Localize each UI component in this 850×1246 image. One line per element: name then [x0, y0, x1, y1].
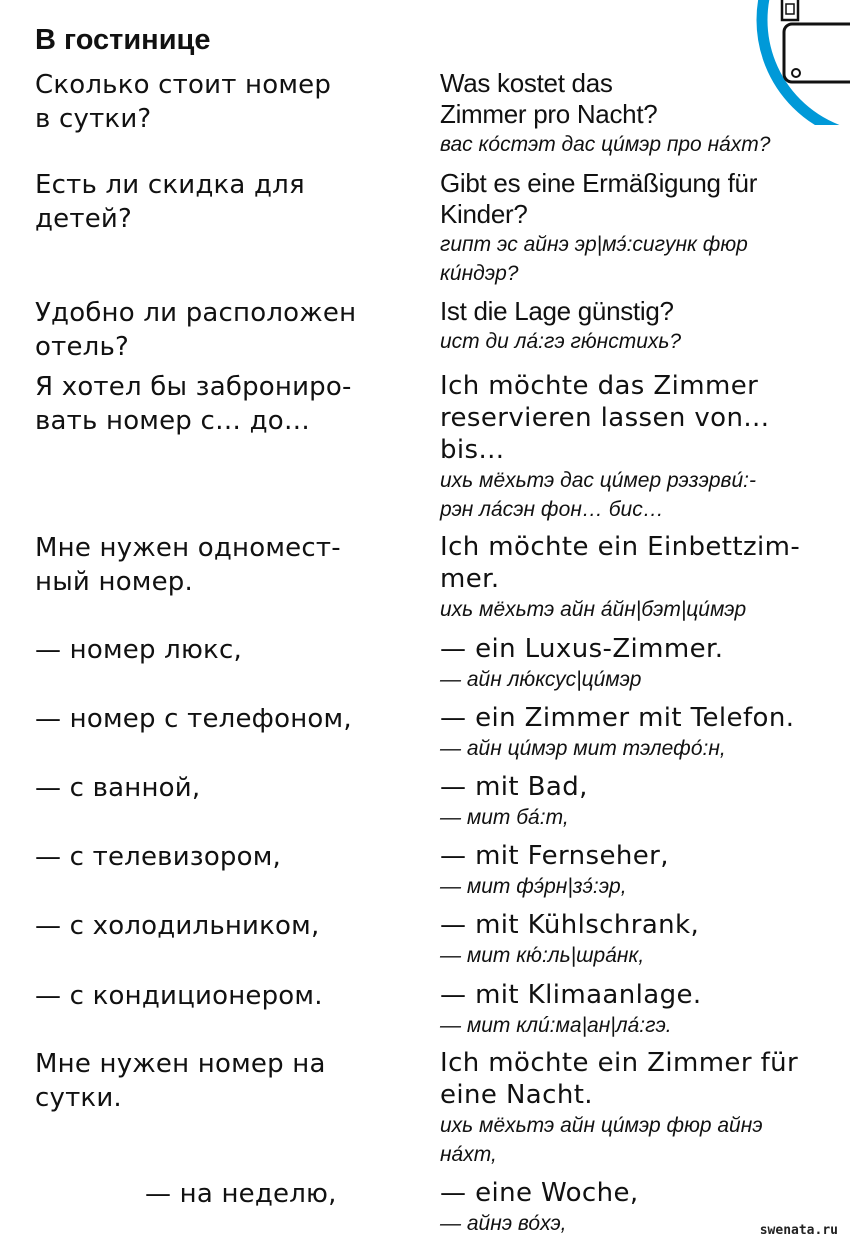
german-phrase — [440, 1047, 845, 1169]
russian-phrase: — номер с телефоном, — [35, 704, 352, 734]
transcription: гипт эс айнэ эр|мэ́:сигунк фюр ки́ндэр? — [440, 233, 748, 285]
german-text: Ist die Lage günstig? — [440, 296, 674, 326]
russian-phrase: Сколько стоит номер в сутки? — [35, 70, 332, 134]
transcription: ихь мёхьтэ айн ци́мэр фюр айнэ на́хт, — [440, 1114, 763, 1166]
russian-phrase: — с кондиционером. — [35, 981, 323, 1011]
german-text: — ein Zimmer mit Telefon. — [440, 703, 795, 733]
german-phrase — [440, 979, 845, 1040]
german-phrase — [440, 771, 845, 832]
german-phrase — [440, 840, 845, 901]
transcription: — мит фэ́рн|зэ́:эр, — [440, 875, 627, 898]
german-phrase — [440, 531, 845, 624]
transcription: ист ди ла́:гэ гю́нстихь? — [440, 330, 682, 353]
german-text: — mit Fernseher, — [440, 841, 669, 871]
russian-phrase: — с ванной, — [35, 773, 201, 803]
german-text: — mit Kühlschrank, — [440, 910, 700, 940]
russian-phrase: Удобно ли расположен отель? — [35, 298, 357, 362]
german-text: — eine Woche, — [440, 1178, 639, 1208]
german-phrase — [440, 168, 845, 288]
german-phrase — [440, 296, 845, 356]
german-text: Ich möchte ein Einbettzim- mer. — [440, 532, 801, 594]
german-text: — mit Klimaanlage. — [440, 980, 702, 1010]
russian-phrase: — на неделю, — [145, 1179, 337, 1209]
transcription: — мит клú:ма|ан|ла́:гэ. — [440, 1014, 672, 1037]
russian-phrase: Мне нужен номер на сутки. — [35, 1049, 326, 1113]
watermark: swenata.ru — [759, 1223, 838, 1238]
transcription: ихь мёхьтэ дас ци́мер рэзэрви́:- рэн ла́сэн фон… бис… — [440, 469, 756, 521]
transcription: — айн ци́мэр мит тэлефо́:н, — [440, 737, 726, 760]
transcription: — мит ба́:т, — [440, 806, 569, 829]
german-phrase — [440, 633, 845, 694]
transcription: — айнэ во́хэ, — [440, 1212, 567, 1235]
russian-phrase: Мне нужен одномест- ный номер. — [35, 533, 341, 597]
german-text: Gibt es eine Ermäßigung für Kinder? — [440, 168, 758, 229]
german-phrase — [440, 702, 845, 763]
german-phrase — [440, 68, 845, 159]
transcription: — айн лю́ксус|ци́мэр — [440, 668, 642, 691]
russian-phrase: — с телевизором, — [35, 842, 282, 872]
german-text: — mit Bad, — [440, 772, 588, 802]
russian-phrase: — с холодильником, — [35, 911, 320, 941]
german-text: — ein Luxus-Zimmer. — [440, 634, 724, 664]
russian-phrase: Я хотел бы заброниро- вать номер с… до… — [35, 372, 352, 436]
transcription: ихь мёхьтэ айн а́йн|бэт|ци́мэр — [440, 598, 747, 621]
german-text: Was kostet das Zimmer pro Nacht? — [440, 68, 658, 129]
german-text: Ich möchte ein Zimmer für eine Nacht. — [440, 1048, 799, 1110]
russian-phrase: Есть ли скидка для детей? — [35, 170, 305, 234]
russian-phrase: — номер люкс, — [35, 635, 242, 665]
transcription: вас ко́стэт дас ци́мэр про на́хт? — [440, 133, 771, 156]
german-text: Ich möchte das Zimmer reservieren lassen von... bis... — [440, 371, 770, 465]
german-phrase — [440, 370, 845, 524]
page-title: В гостинице — [35, 24, 211, 56]
german-phrase — [440, 909, 845, 970]
transcription: — мит кю́:ль|шра́нк, — [440, 944, 645, 967]
